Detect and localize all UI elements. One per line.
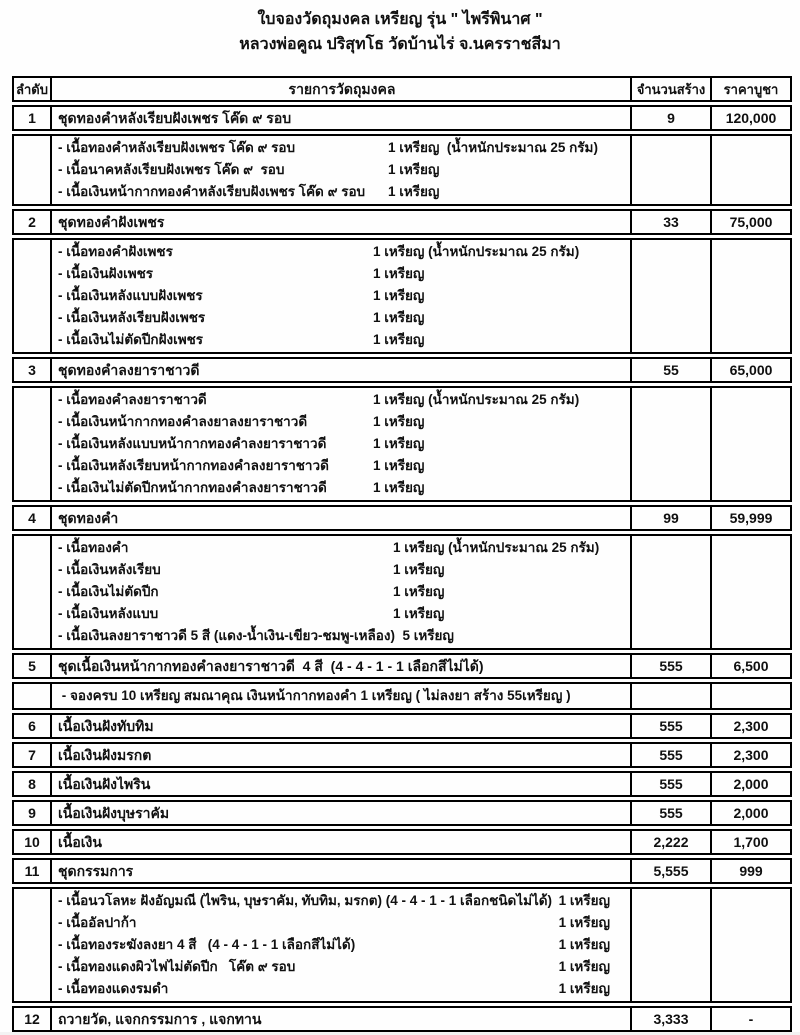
sub-item-amount: 1 เหรียญ (น้ำหนักประมาณ 25 กรัม) [388,140,598,155]
price-cell [712,684,790,708]
quantity-cell: 3,333 [632,1008,712,1030]
row-number-cell [14,240,50,352]
sub-item-amount: 1 เหรียญ (น้ำหนักประมาณ 25 กรัม) [373,392,580,407]
sub-item [58,934,626,956]
quantity-cell: 555 [632,715,712,737]
sub-item-amount: 1 เหรียญ [373,436,425,451]
doc-title-line2: หลวงพ่อคูณ ปริสุทโธ วัดบ้านไร่ จ.นครราชสีมา [239,36,561,53]
sub-item [58,455,626,477]
sub-item-amount: 1 เหรียญ (น้ำหนักประมาณ 25 กรัม) [373,244,580,259]
price-cell: 2,000 [733,805,769,821]
quantity-cell [632,388,712,500]
row-number-cell: 12 [24,1011,40,1027]
header-cell-qty: จำนวนสร้าง [632,78,712,100]
item-name-cell: ชุดทองคำหลังเรียบฝังเพชร โค๊ด ๙ รอบ [50,107,632,129]
sub-item-label: - เนื้ออัลปาก้า [58,915,137,930]
row-number-cell: 7 [28,747,36,763]
sub-item [58,477,626,499]
quantity-cell [632,684,712,708]
sub-item-label: - เนื้อทองคำฝังเพชร [58,244,173,259]
sub-item-label: - เนื้อเงินไม่ตัดปีกฝังเพชร [58,332,204,347]
price-cell: 2,300 [733,718,769,734]
table-row [12,653,792,679]
table-row [12,829,792,855]
sub-item-amount: 1 เหรียญ [393,584,445,599]
quantity-cell [632,889,712,1001]
row-number-cell: 10 [24,834,40,850]
sub-item-amount: 1 เหรียญ [558,959,610,974]
row-number-cell: 8 [28,776,36,792]
sub-item [58,956,626,978]
sub-item-amount: 1 เหรียญ [393,606,445,621]
sub-item-label: - เนื้อเงินหลังแบบหน้ากากทองคำลงยาราชาวดี [58,436,327,451]
item-name-cell: ชุดทองคำลงยาราชาวดี [50,359,632,381]
table-row [12,357,792,383]
sub-items-row [12,134,792,206]
sub-item [58,411,626,433]
document-header [0,8,800,58]
sub-item-label: - จองครบ 10 เหรียญ สมณาคุณ เงินหน้ากากทองคำ 1 เหรียญ ( ไม่ลงยา สร้าง 55เหรียญ ) [58,688,571,703]
row-number-cell [14,684,50,708]
row-number-cell [14,889,50,1001]
sub-item-label: - เนื้อเงินหน้ากากทองคำหลังเรียบฝังเพชร โค๊ด ๙ รอบ [58,184,366,199]
sub-item-label: - เนื้อทองระฆังลงยา 4 สี (4 - 4 - 1 - 1 เลือกสีไม่ได้) [58,937,356,952]
table-row [12,771,792,797]
quantity-cell [632,136,712,204]
sub-item-amount: 1 เหรียญ [373,288,425,303]
sub-item-amount: 1 เหรียญ [393,562,445,577]
sub-items-cell [50,388,632,500]
sub-item [58,685,626,707]
sub-item [58,159,626,181]
sub-item-amount: 1 เหรียญ [373,480,425,495]
table-header-row [12,76,792,102]
sub-items-cell [50,136,632,204]
item-name-cell: เนื้อเงินฝังทับทิม [50,715,632,737]
sub-item [58,137,626,159]
item-name-cell: เนื้อเงินฝังไพริน [50,773,632,795]
sub-item-amount: 5 เหรียญ [394,628,454,643]
quantity-cell [632,240,712,352]
row-number-cell: 6 [28,718,36,734]
price-cell [712,240,790,352]
sub-item [58,307,626,329]
sub-item [58,625,626,647]
sub-item-amount: 1 เหรียญ [558,981,610,996]
header-cell-price: ราคาบูชา [723,81,779,97]
sub-item [58,603,626,625]
order-table [12,76,792,1032]
sub-item [58,537,626,559]
table-row [12,742,792,768]
sub-items-row [12,238,792,354]
sub-item-label: - เนื้อทองคำหลังเรียบฝังเพชร โค๊ด ๙ รอบ [58,140,296,155]
sub-item-amount: 1 เหรียญ [388,162,440,177]
sub-item-label: - เนื้อเงินหลังเรียบ [58,562,161,577]
item-name-cell: ชุดทองคำฝังเพชร [50,211,632,233]
table-body [12,105,792,1032]
sub-item-amount: 1 เหรียญ [388,184,440,199]
price-cell: 2,300 [733,747,769,763]
price-cell: 75,000 [729,214,773,230]
row-number-cell: 2 [28,214,36,230]
sub-items-row [12,386,792,502]
quantity-cell: 33 [632,211,712,233]
row-number-cell: 3 [28,362,36,378]
row-number-cell: 1 [28,110,36,126]
table-row [12,858,792,884]
price-cell [712,136,790,204]
sub-item-label: - เนื้อเงินหน้ากากทองคำลงยาลงยาราชาวดี [58,414,308,429]
sub-item-amount: 1 เหรียญ [373,332,425,347]
sub-item-amount: 1 เหรียญ [558,937,610,952]
sub-item [58,581,626,603]
price-cell: 999 [739,863,763,879]
sub-item [58,181,626,203]
sub-item [58,241,626,263]
doc-title-line1: ใบจองวัดถุมงคล เหรียญ รุ่น " ไพรีพินาศ " [257,11,543,28]
table-row [12,105,792,131]
sub-item [58,890,626,912]
sub-items-cell [50,684,632,708]
table-row [12,209,792,235]
sub-item-label: - เนื้อทองแดงรมดำ [58,981,169,996]
sub-item-label: - เนื้อนาคหลังเรียบฝังเพชร โค๊ด ๙ รอบ [58,162,285,177]
item-name-cell: ชุดทองคำ [50,507,632,529]
item-name-cell: เนื้อเงินฝังบุษราคัม [50,802,632,824]
sub-item [58,978,626,1000]
sub-item-amount: 1 เหรียญ [373,458,425,473]
sub-item-label: - เนื้อทองคำ [58,540,129,555]
price-cell [712,388,790,500]
price-cell [712,889,790,1001]
item-name-cell: เนื้อเงิน [50,831,632,853]
sub-item [58,329,626,351]
sub-item-amount: 1 เหรียญ [373,414,425,429]
price-cell: 59,999 [729,510,773,526]
price-cell: 1,700 [733,834,769,850]
sub-item-label: - เนื้อนวโลหะ ฝังอัญมณี (ไพริน, บุษราคัม, ทับทิม, มรกต) (4 - 4 - 1 - 1 เลือกชนิดไม่ได้) [58,893,553,908]
row-number-cell [14,136,50,204]
row-number-cell: 11 [24,863,40,879]
quantity-cell: 555 [632,773,712,795]
sub-item [58,285,626,307]
row-number-cell [14,388,50,500]
header-cell-no: ลำดับ [16,81,48,97]
item-name-cell: ชุดเนื้อเงินหน้ากากทองคำลงยาราชาวดี 4 สี (4 - 4 - 1 - 1 เลือกสีไม่ได้) [50,655,632,677]
table-row [12,1006,792,1032]
sub-item [58,559,626,581]
price-cell: 120,000 [725,110,777,126]
sub-item-amount: 1 เหรียญ [554,893,610,908]
sub-items-row [12,682,792,710]
sub-item-amount: 1 เหรียญ [373,266,425,281]
sub-item-label: - เนื้อเงินหลังเรียบฝังเพชร [58,310,206,325]
price-cell: - [748,1011,754,1027]
table-row [12,713,792,739]
sub-item-label: - เนื้อทองแดงผิวไฟไม่ตัดปีก โค๊ต ๙ รอบ [58,959,296,974]
sub-item-label: - เนื้อเงินหลังเรียบหน้ากากทองคำลงยาราชาวดี [58,458,329,473]
sub-item-label: - เนื้อเงินหลังแบบ [58,606,159,621]
sub-item [58,433,626,455]
sub-item-amount: 1 เหรียญ [558,915,610,930]
sub-item-label: - เนื้อเงินฝังเพชร [58,266,154,281]
price-cell: 65,000 [729,362,773,378]
quantity-cell: 99 [632,507,712,529]
sub-item-label: - เนื้อทองคำลงยาราชาวดี [58,392,207,407]
quantity-cell: 555 [632,802,712,824]
sub-items-cell [50,889,632,1001]
sub-item-amount: 1 เหรียญ (น้ำหนักประมาณ 25 กรัม) [393,540,600,555]
sub-items-row [12,534,792,650]
item-name-cell: ถวายวัด, แจกกรรมการ , แจกทาน [50,1008,632,1030]
table-row [12,505,792,531]
sub-item [58,389,626,411]
price-cell: 6,500 [733,658,769,674]
table-row [12,800,792,826]
sub-item-label: - เนื้อเงินหลังแบบฝังเพชร [58,288,203,303]
quantity-cell: 9 [632,107,712,129]
price-cell [712,536,790,648]
sub-items-cell [50,240,632,352]
quantity-cell: 555 [632,655,712,677]
row-number-cell: 5 [28,658,36,674]
quantity-cell: 555 [632,744,712,766]
quantity-cell [632,536,712,648]
sub-item [58,912,626,934]
sub-item-label: - เนื้อเงินลงยาราชาวดี 5 สี (แดง-น้ำเงิน-เขียว-ชมพู-เหลือง) [58,628,395,643]
sub-items-cell [50,536,632,648]
price-cell: 2,000 [733,776,769,792]
quantity-cell: 55 [632,359,712,381]
item-name-cell: เนื้อเงินฝังมรกต [50,744,632,766]
sub-item [58,263,626,285]
row-number-cell: 9 [28,805,36,821]
row-number-cell: 4 [28,510,36,526]
sub-items-row [12,887,792,1003]
quantity-cell: 5,555 [632,860,712,882]
item-name-cell: ชุดกรรมการ [50,860,632,882]
header-cell-item: รายการวัดถุมงคล [50,78,632,100]
sub-item-label: - เนื้อเงินไม่ตัดปีกหน้ากากทองคำลงยาราชาวดี [58,480,327,495]
quantity-cell: 2,222 [632,831,712,853]
row-number-cell [14,536,50,648]
sub-item-amount: 1 เหรียญ [373,310,425,325]
sub-item-label: - เนื้อเงินไม่ตัดปีก [58,584,159,599]
